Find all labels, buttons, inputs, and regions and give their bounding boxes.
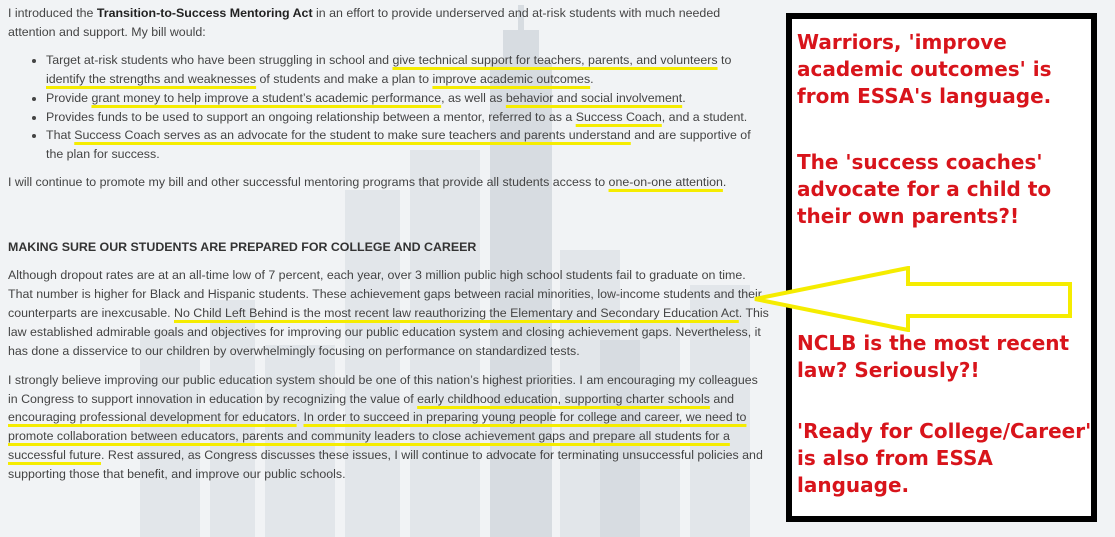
article-body — [8, 4, 770, 484]
highlight: grant money to help improve a student’s academic performance — [91, 90, 442, 105]
highlight: identify the strengths and weaknesses — [46, 71, 257, 86]
highlight: early childhood education, supporting charter schools — [417, 391, 710, 406]
highlight: In order to succeed in preparing young people for college and career, we need to promote collaboration between educators, parents and community leaders to close achievement gaps and prepare all students for a successful future — [8, 410, 747, 463]
annotation-success-coaches: The 'success coaches' advocate for a child to their own parents?! — [797, 150, 1052, 228]
highlight: give technical support for teachers, parents, and volunteers — [392, 52, 718, 67]
bill-provisions-list — [8, 51, 770, 164]
annotation-essa-outcomes: Warriors, 'improve academic outcomes' is from ESSA's language. — [797, 30, 1052, 108]
list-item: • That Success Coach serves as an advocate for the student to make sure teachers and parents understand and are supportive of the plan for success. — [46, 126, 770, 164]
list-item: • Target at-risk students who have been struggling in school and give technical support for teachers, parents, and volunteers to identify the strengths and weaknesses of students and make a plan to improve academic outcomes. — [46, 51, 770, 89]
highlight: encouraging professional development for educators — [8, 410, 297, 425]
intro-paragraph — [8, 4, 770, 42]
priorities-paragraph: I strongly believe improving our public education system should be one of this nation’s highest priorities. I am encouraging my colleagues in Congress to support innovation in education by recognizing the value of early childhood education, supporting charter schools and encouraging professional development for educators. In order to succeed in preparing young people for college and career, we need to promote collaboration between educators, parents and community leaders to close achievement gaps and prepare all students for a successful future. Rest assured, as Congress discusses these issues, I will continue to advocate for terminating unsuccessful policies and supporting those that benefit, and improve our public schools. — [8, 372, 763, 482]
dropout-paragraph: Although dropout rates are at an all-time low of 7 percent, each year, over 3 million public high school students fail to graduate on time. That number is higher for Black and Hispanic students. These achievement gaps between racial minorities, low-income students and their counterparts are inexcusable. No Child Left Behind is the most recent law reauthorizing the Elementary and Secondary Education Act. This law established admirable goals and objectives for improving our public education system and closing achievement gaps. Nevertheless, it has done a disservice to our children by overwhelmingly focusing on performance on standardized tests. — [8, 268, 769, 358]
list-item: • Provide grant money to help improve a student’s academic performance, as well as behavior and social involvement. — [46, 89, 770, 108]
intro-text: I introduced the — [8, 6, 97, 20]
annotation-college-career: 'Ready for College/Career' is also from ESSA language. — [797, 419, 1092, 497]
highlight: Success Coach — [575, 109, 662, 124]
highlight: No Child Left Behind is the most recent law reauthorizing the Elementary and Secondary Education Act — [174, 305, 739, 320]
highlight: Success Coach serves as an advocate for the student to make sure teachers and parents understand — [74, 128, 631, 143]
section-heading: MAKING SURE OUR STUDENTS ARE PREPARED FOR COLLEGE AND CAREER — [8, 240, 477, 255]
left-arrow-icon — [752, 266, 1082, 332]
highlight: behavior and social involvement — [505, 90, 683, 105]
highlight: one-on-one attention — [608, 175, 723, 190]
annotation-nclb: NCLB is the most recent law? Seriously?! — [797, 331, 1070, 382]
intro-text-end: in an effort to provide underserved and at-risk students with much needed attention and support. My bill would: — [8, 6, 721, 39]
list-item: • Provides funds to be used to support an ongoing relationship between a mentor, referred to as a Success Coach, and a student. — [46, 108, 770, 127]
highlight: improve academic outcomes — [432, 71, 591, 86]
promote-paragraph: I will continue to promote my bill and other successful mentoring programs that provide all students access to one-on-one attention. — [8, 175, 727, 190]
bill-name: Transition-to-Success Mentoring Act — [96, 6, 313, 20]
